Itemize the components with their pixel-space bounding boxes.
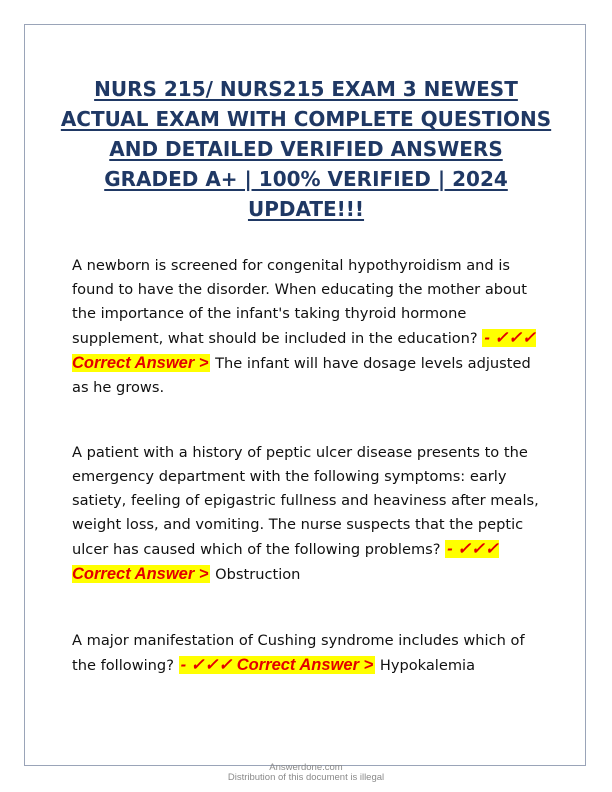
question-text: A major manifestation of Cushing syndrome includes which of the following?	[72, 632, 525, 674]
footer-site: Answerdone.com	[269, 762, 343, 773]
correct-answer-marker: - ✓✓✓ Correct Answer >	[72, 329, 536, 372]
document-title: NURS 215/ NURS215 EXAM 3 NEWEST ACTUAL EXAM WITH COMPLETE QUESTIONS AND DETAILED VERIFIED ANSWERS GRADED A+ | 100% VERIFIED | 2024 UPDATE!!!	[60, 77, 552, 221]
question-text: A newborn is screened for congenital hypothyroidism and is found to have the disorder. When educating the mother about the importance of the infant's taking thyroid hormone supplement, what should be included in the education?	[72, 257, 527, 347]
footer-notice: Distribution of this document is illegal	[227, 772, 385, 783]
correct-answer-marker: - ✓✓✓ Correct Answer >	[72, 540, 499, 583]
qa-item	[72, 254, 550, 400]
qa-item	[72, 629, 550, 678]
answer-text: The infant will have dosage levels adjusted as he grows.	[72, 355, 531, 396]
answer-text: Hypokalemia	[379, 657, 476, 674]
qa-item	[72, 441, 550, 587]
question-text: A patient with a history of peptic ulcer disease presents to the emergency department with the following symptoms: early satiety, feeling of epigastric fullness and heaviness after meals, weight loss, and vomiting. The nurse suspects that the peptic ulcer has caused which of the following problems?	[72, 444, 539, 558]
answer-text: Obstruction	[215, 566, 301, 583]
correct-answer-marker: - ✓✓✓ Correct Answer >	[180, 656, 374, 674]
